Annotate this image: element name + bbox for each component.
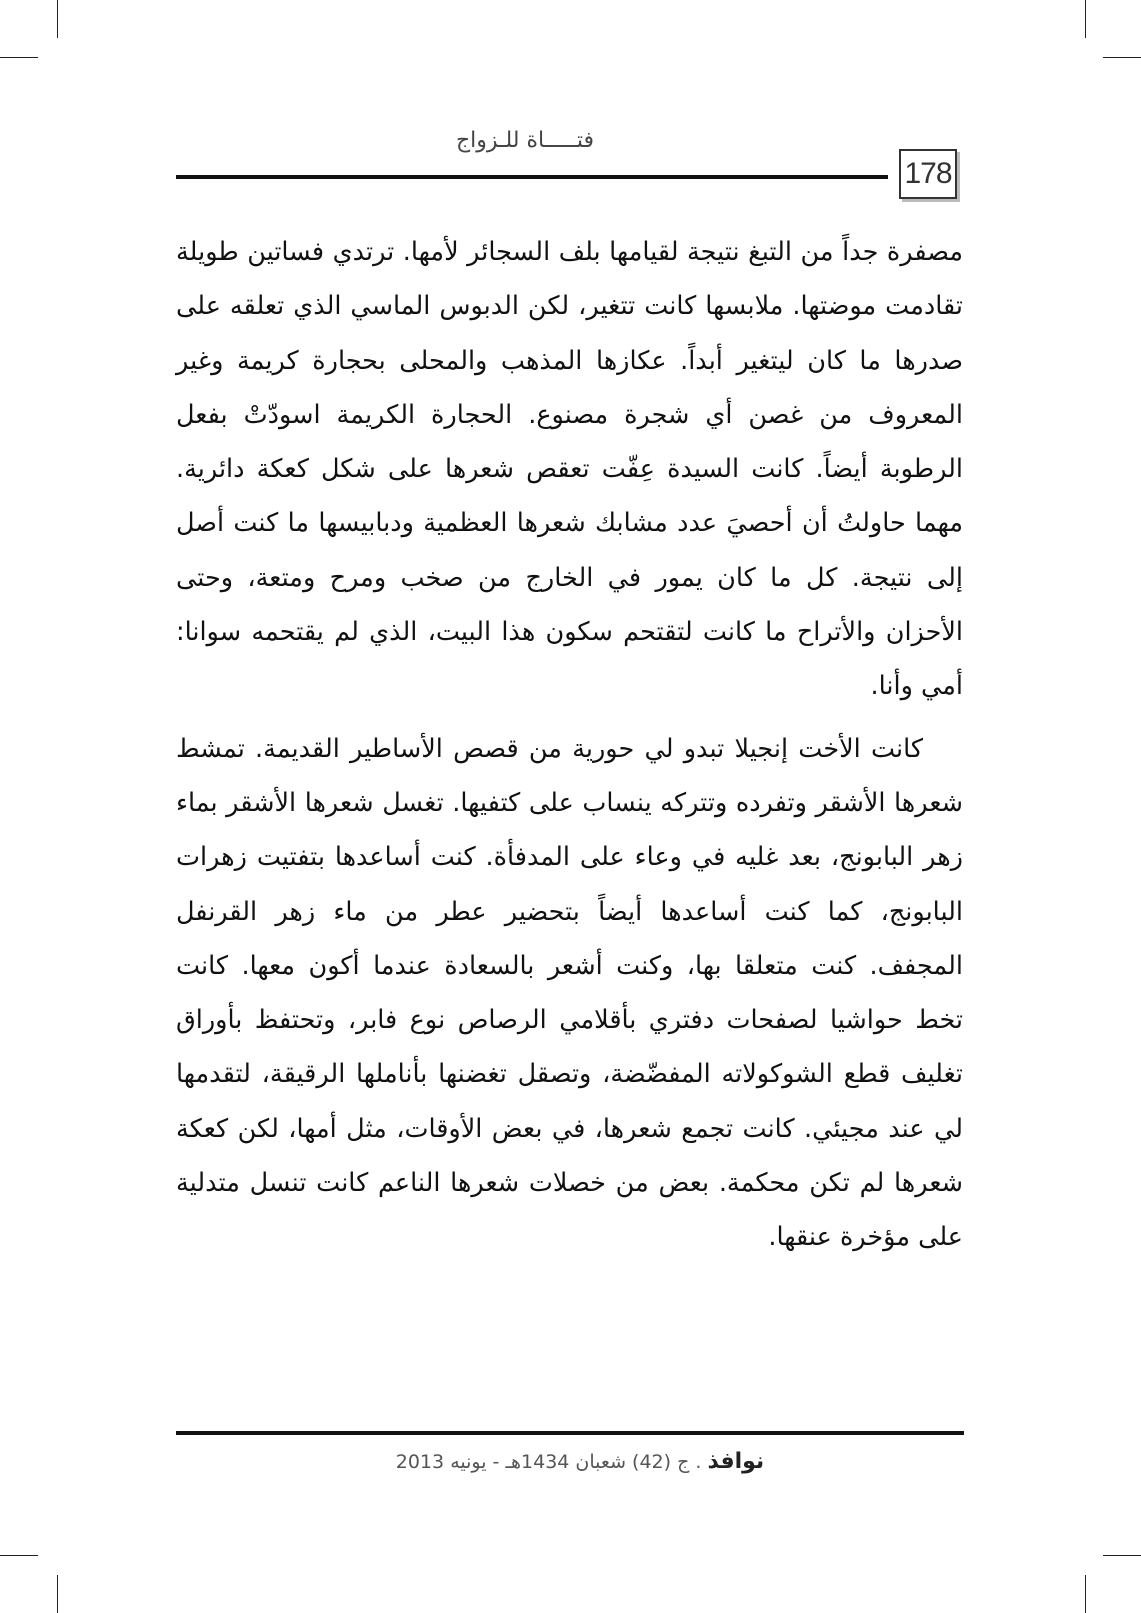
header-rule — [176, 175, 888, 179]
footer-citation — [300, 1449, 860, 1474]
crop-mark — [1085, 1575, 1086, 1613]
crop-mark — [1103, 1555, 1141, 1556]
crop-mark — [57, 0, 58, 38]
issue-info: . ج (42) شعبان 1434هـ - يونيه 2013 — [395, 1451, 702, 1473]
crop-mark — [1103, 57, 1141, 58]
crop-mark — [0, 1555, 38, 1556]
footer-rule — [176, 1431, 964, 1435]
page-number: 178 — [899, 149, 957, 199]
crop-mark — [1085, 0, 1086, 38]
paragraph: مصفرة جداً من التبغ نتيجة لقيامها بلف السجائر لأمها. ترتدي فساتين طويلة تقادمت موضتها. ملابسها كانت تتغير، لكن الدبوس الماسي الذي تعلقه على صدرها ما كان ليتغير أبداً. عكازها المذهب والمحلى بحجارة كريمة وغير المعروف من غصن أي شجرة مصنوع. الحجارة الكريمة اسودّتْ بفعل الرطوبة أيضاً. كانت السيدة عِفّت تعقص شعرها على شكل كعكة دائرية. مهما حاولتُ أن أحصيَ عدد مشابك شعرها العظمية ودبابيسها ما كنت أصل إلى نتيجة. كل ما كان يمور في الخارج من صخب ومرح ومتعة، وحتى الأحزان والأتراح ما كانت لتقتحم سكون هذا البيت، الذي لم يقتحمه سوانا: أمي وأنا. — [176, 237, 963, 702]
running-header-title: فتـــــاة للـزواج — [455, 128, 595, 153]
article-body — [176, 225, 963, 1265]
magazine-name: نوافذ — [707, 1449, 765, 1474]
crop-mark — [57, 1575, 58, 1613]
paragraph: كانت الأخت إنجيلا تبدو لي حورية من قصص الأساطير القديمة. تمشط شعرها الأشقر وتفرده وتتركه ينساب على كتفيها. تغسل شعرها الأشقر بماء زهر البابونج، بعد غليه في وعاء على المدفأة. كنت أساعدها بتفتيت زهرات البابونج، كما كنت أساعدها أيضاً بتحضير عطر من ماء زهر القرنفل المجفف. كنت متعلقا بها، وكنت أشعر بالسعادة عندما أكون معها. كانت تخط حواشيا لصفحات دفتري بأقلامي الرصاص نوع فابر، وتحتفظ بأوراق تغليف قطع الشوكولاته المفضّضة، وتصقل تغضنها بأناملها الرقيقة، لتقدمها لي عند مجيئي. كانت تجمع شعرها، في بعض الأوقات، مثل أمها، لكن كعكة شعرها لم تكن محكمة. بعض من خصلات شعرها الناعم كانت تنسل متدلية على مؤخرة عنقها. — [176, 733, 963, 1253]
crop-mark — [0, 57, 38, 58]
